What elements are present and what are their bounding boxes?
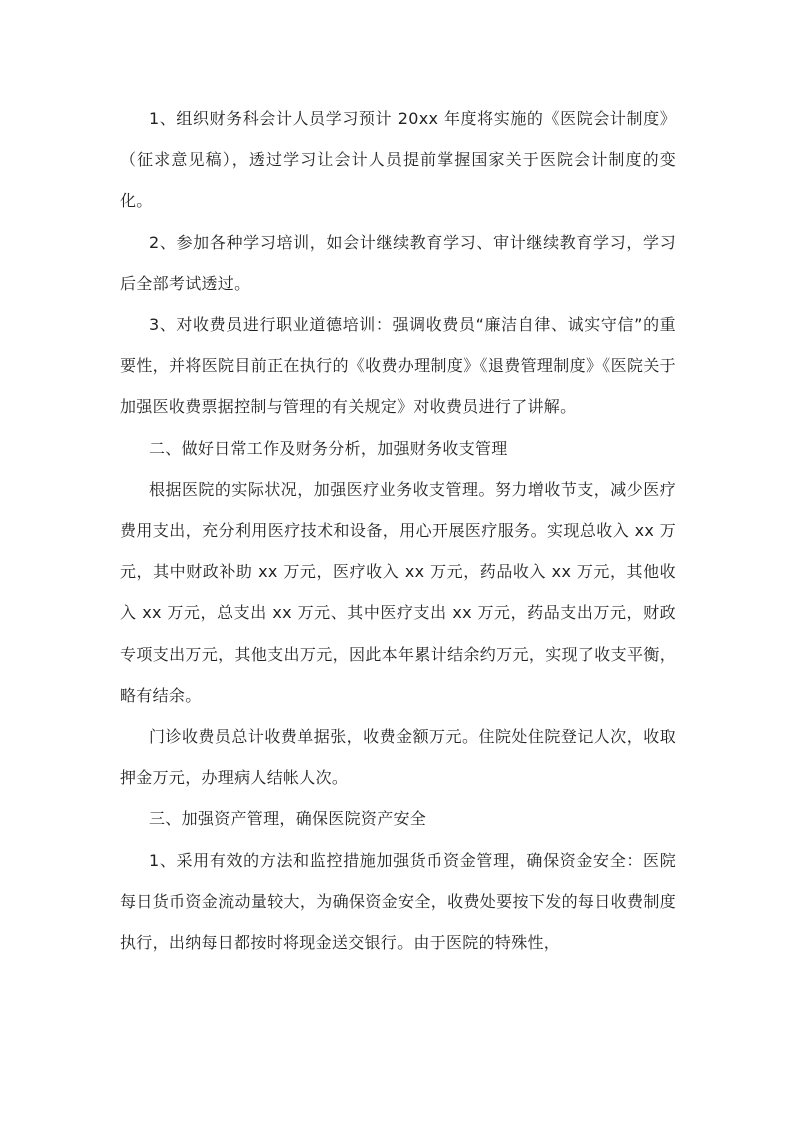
paragraph-training: 2、参加各种学习培训，如会计继续教育学习、审计继续教育学习，学习后全部考试透过。	[120, 232, 676, 293]
paragraph-cashier-ethics: 3、对收费员进行职业道德培训：强调收费员“廉洁自律、诚实守信”的重要性，并将医院目前正在执行的《收费办理制度》《退费管理制度》《医院关于加强医收费票据控制与管理的有关规定》对收费员进行了讲解。	[120, 315, 676, 417]
section-heading-2: 二、做好日常工作及财务分析，加强财务收支管理	[149, 438, 508, 458]
paragraph-accounting-study: 1、组织财务科会计人员学习预计 20xx 年度将实施的《医院会计制度》（征求意见稿），透过学习让会计人员提前掌握国家关于医院会计制度的变化。	[120, 109, 676, 211]
paragraph-cash-management: 1、采用有效的方法和监控措施加强货币资金管理，确保资金安全：医院每日货币资金流动量较大，为确保资金安全，收费处要按下发的每日收费制度执行，出纳每日都按时将现金送交银行。由于医院的特殊性，	[120, 850, 676, 953]
paragraph-outpatient-fees: 门诊收费员总计收费单据张，收费金额万元。住院处住院登记人次，收取押金万元，办理病人结帐人次。	[120, 727, 676, 788]
section-heading-3: 三、加强资产管理，确保医院资产安全	[149, 809, 427, 829]
paragraph-income-expense: 根据医院的实际状况，加强医疗业务收支管理。努力增收节支，减少医疗费用支出，充分利用医疗技术和设备，用心开展医疗服务。实现总收入 xx 万元，其中财政补助 xx 万元，医疗收入 xx 万元，药品收入 xx 万元，其他收入 xx 万元，总支出 xx 万元、其中医疗支出 xx 万元，药品支出万元，财政专项支出万元，其他支出万元，因此本年累计结余约万元，实现了收支平衡，略有结余。	[120, 479, 676, 705]
document-body	[120, 98, 676, 963]
